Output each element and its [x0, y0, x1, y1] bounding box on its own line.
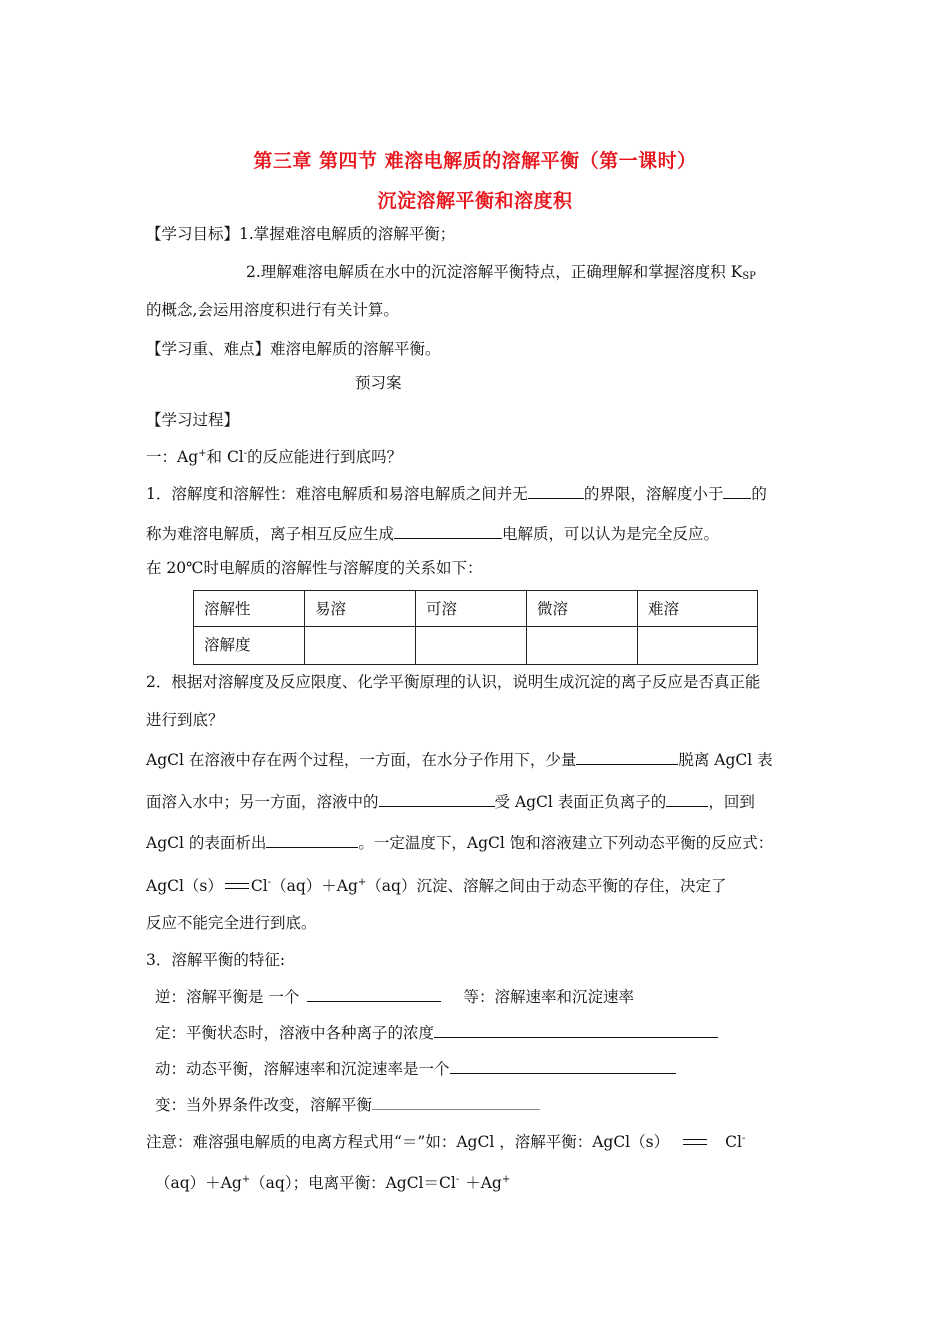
fill-blank-precipitate[interactable]: [266, 831, 358, 848]
q1-text-b: 和 Cl: [206, 448, 244, 466]
note-line1: 注意：难溶强电解质的电离方程式用“＝”如：AgCl ，溶解平衡：AgCl（s） Cl-: [146, 1133, 746, 1151]
p3-text-b: 脱离 AgCl 表: [678, 751, 773, 769]
solubility-table: [193, 590, 758, 665]
note-text-b: Cl: [725, 1133, 742, 1151]
feature-dong-text: 动：动态平衡，溶解速率和沉淀速率是一个: [155, 1060, 450, 1078]
paragraph-3-line4: AgCl（s） Cl-（aq）＋Ag+（aq）沉淀、溶解之间由于动态平衡的存住，决定了: [146, 877, 727, 895]
table-cell: 难溶: [638, 591, 758, 627]
fill-blank-attraction[interactable]: [666, 790, 708, 807]
table-intro: 在 20℃时电解质的溶解性与溶解度的关系如下：: [146, 559, 483, 577]
p3-text-h: AgCl（s）: [146, 877, 223, 895]
table-cell: 溶解度: [194, 627, 305, 665]
process-label: 【学习过程】: [146, 411, 240, 429]
preview-heading: 预习案: [355, 374, 402, 392]
fill-blank-boundary[interactable]: [528, 482, 584, 499]
learning-goals-line3: [146, 300, 399, 320]
paragraph-2-line1: 2．根据对溶解度及反应限度、化学平衡原理的认识，说明生成沉淀的离子反应是否真正能: [146, 673, 761, 691]
fill-blank-rate[interactable]: [450, 1057, 676, 1074]
feature-ding-text: 定：平衡状态时，溶液中各种离子的浓度: [155, 1024, 435, 1042]
equilibrium-arrow-icon: [681, 1136, 709, 1150]
feature-bian: [155, 1093, 540, 1115]
p3-text-k: （aq）沉淀、溶解之间由于动态平衡的存住，决定了: [366, 877, 727, 895]
q1-sup-minus: -: [243, 448, 248, 459]
note-text-e: ＋Ag: [465, 1174, 502, 1192]
note-text-c: （aq）＋Ag: [155, 1174, 242, 1192]
feature-ding: [155, 1021, 718, 1043]
key-points-label: 【学习重、难点】: [146, 340, 271, 358]
table-cell: 可溶: [416, 591, 527, 627]
learning-goals-label: 【学习目标】: [146, 225, 240, 243]
feature-ni: [155, 985, 634, 1007]
note-line2: （aq）＋Ag+（aq）；电离平衡：AgCl＝Cl- ＋Ag+: [155, 1174, 511, 1192]
fill-blank-ions-leave[interactable]: [576, 748, 678, 765]
table-cell-input[interactable]: [638, 627, 758, 665]
fill-blank-shift[interactable]: [372, 1093, 540, 1110]
p3-text-a: AgCl 在溶液中存在两个过程，一方面，在水分子作用下，少量: [146, 751, 577, 769]
fill-blank-solubility[interactable]: [723, 482, 751, 499]
goal-item-1: 1.掌握难溶电解质的溶解平衡；: [239, 225, 456, 243]
paragraph-3-line5: 反应不能完全进行到底。: [146, 914, 317, 932]
paragraph-3-line2: [146, 790, 755, 812]
paragraph-2-line2: 进行到底？: [146, 711, 224, 729]
p3-text-j: （aq）＋Ag: [271, 877, 358, 895]
document-subtitle: 沉淀溶解平衡和溶度积: [377, 190, 573, 212]
key-points-text: 难溶电解质的溶解平衡。: [270, 340, 441, 358]
p3-text-i: Cl: [250, 877, 268, 895]
learning-goals-line2: [246, 262, 756, 287]
q1-sup-plus: +: [198, 448, 207, 459]
feature-bian-text: 变：当外界条件改变，溶解平衡: [155, 1096, 373, 1114]
table-cell-input[interactable]: [305, 627, 416, 665]
table-cell: 微溶: [527, 591, 638, 627]
feature-deng-text: 等：溶解速率和沉淀速率: [463, 988, 634, 1006]
fill-blank-ions-solution[interactable]: [379, 790, 495, 807]
p3-text-e: ，回到: [708, 793, 755, 811]
table-row: [194, 591, 758, 627]
note-text-d: （aq）；电离平衡：AgCl＝Cl: [250, 1174, 456, 1192]
paragraph-1-line2: [146, 522, 719, 544]
learning-goals-line1: [146, 224, 455, 244]
p1-text-e: 电解质，可以认为是完全反应。: [502, 525, 720, 543]
p1-text-c: 的: [751, 485, 767, 503]
table-cell-input[interactable]: [416, 627, 527, 665]
q1-text-c: 的反应能进行到底吗？: [247, 448, 403, 466]
p1-text-a: 1．溶解度和溶解性：难溶电解质和易溶电解质之间并无: [146, 485, 528, 503]
equilibrium-arrow-icon: [223, 880, 251, 894]
fill-blank-concentration[interactable]: [434, 1021, 718, 1038]
p1-text-b: 的界限，溶解度小于: [583, 485, 724, 503]
q1-text-a: 一：Ag: [146, 448, 199, 466]
p3-text-f: AgCl 的表面析出: [146, 834, 267, 852]
table-cell-input[interactable]: [527, 627, 638, 665]
table-cell: 溶解性: [194, 591, 305, 627]
p1-text-d: 称为难溶电解质，离子相互反应生成: [146, 525, 395, 543]
table-row: [194, 627, 758, 665]
ksp-subscript: SP: [742, 271, 756, 282]
p3-text-c: 面溶入水中；另一方面，溶液中的: [146, 793, 379, 811]
fill-blank-process[interactable]: [307, 985, 441, 1002]
paragraph-1-line1: [146, 482, 767, 504]
fill-blank-electrolyte[interactable]: [394, 522, 502, 539]
p3-text-g: 。一定温度下，AgCl 饱和溶液建立下列动态平衡的反应式：: [358, 834, 774, 852]
goal-item-2-cont: 的概念,会运用溶度积进行有关计算。: [146, 301, 399, 319]
feature-dong: [155, 1057, 676, 1079]
table-cell: 易溶: [305, 591, 416, 627]
features-heading: 3．溶解平衡的特征:: [146, 951, 286, 969]
document-title: 第三章 第四节 难溶电解质的溶解平衡（第一课时）: [253, 150, 697, 172]
p3-text-d: 受 AgCl 表面正负离子的: [494, 793, 667, 811]
feature-ni-text: 逆：溶解平衡是 一个: [155, 988, 300, 1006]
paragraph-3-line1: [146, 748, 773, 770]
question-1: [146, 444, 402, 467]
paragraph-3-line3: [146, 831, 773, 853]
note-text-a: 注意：难溶强电解质的电离方程式用“＝”如：AgCl ，溶解平衡：AgCl（s）: [146, 1133, 670, 1151]
goal-item-2: 2.理解难溶电解质在水中的沉淀溶解平衡特点，正确理解和掌握溶度积 K: [246, 263, 743, 281]
key-points-line: [146, 339, 441, 359]
